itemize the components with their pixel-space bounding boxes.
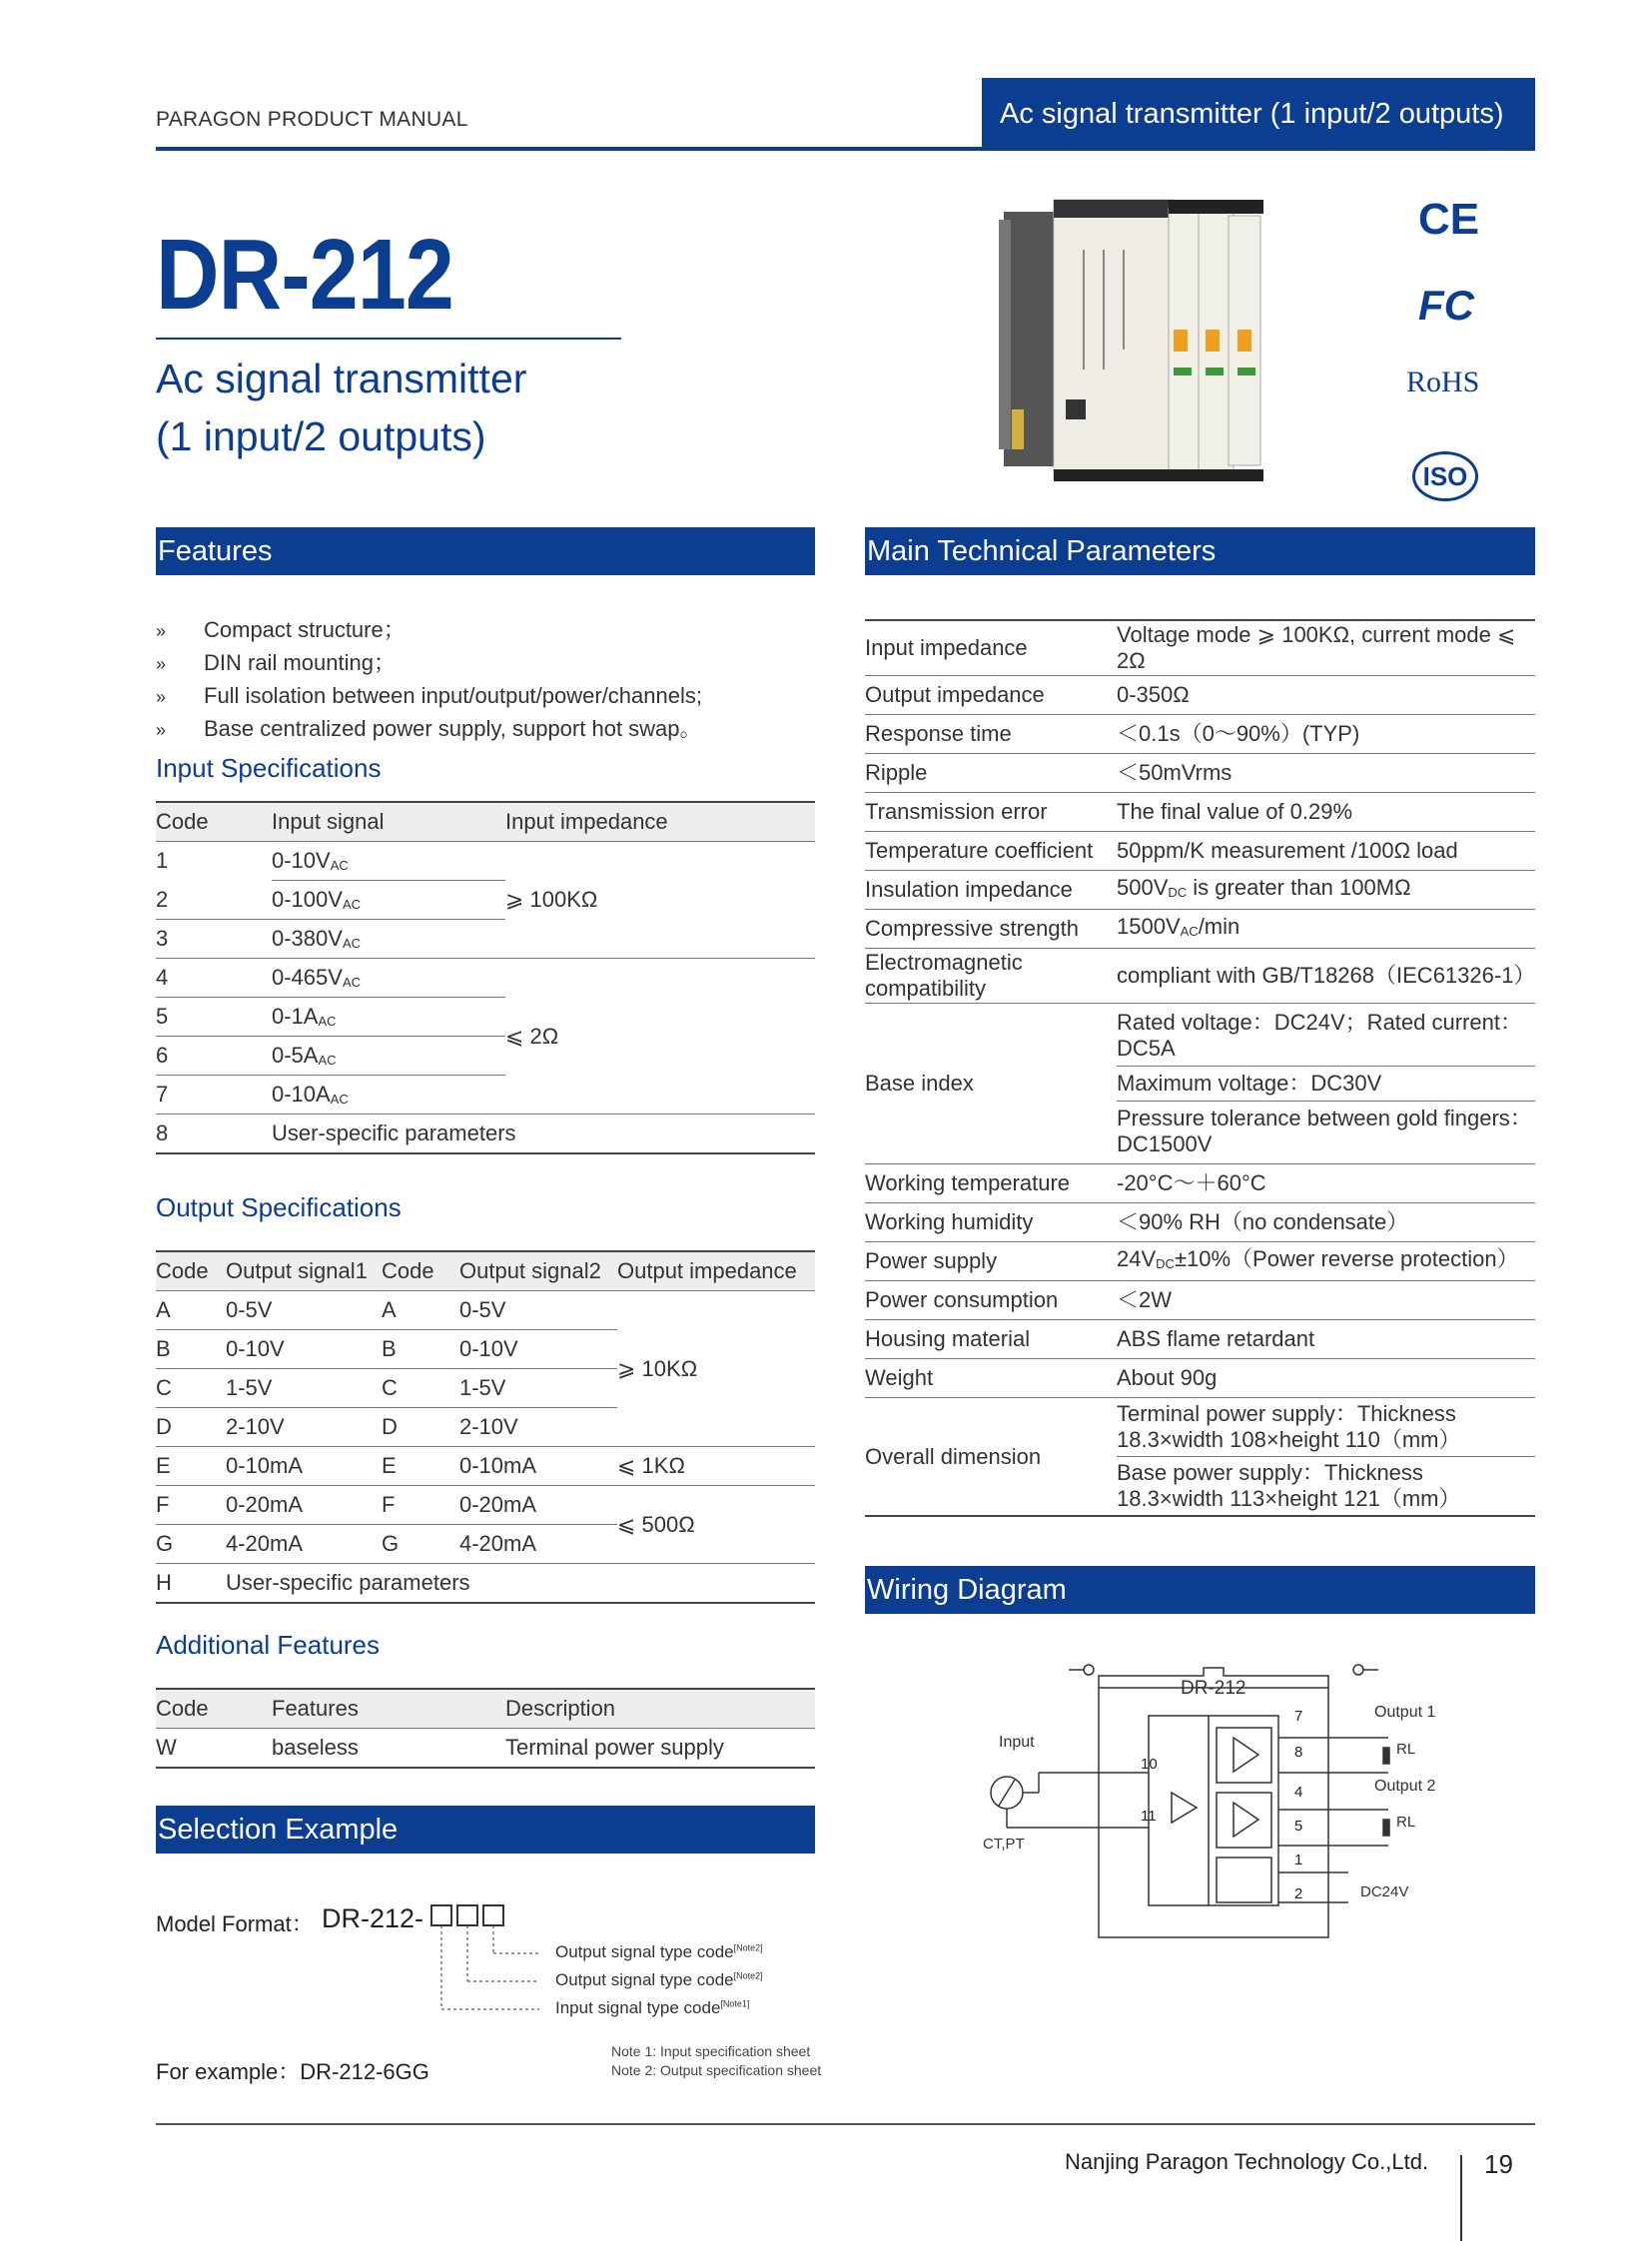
table-row: Working temperature -20°C～＋60°C <box>865 1164 1535 1203</box>
fc-mark: FC <box>1418 282 1474 329</box>
table-row: G 4-20mA G 4-20mA <box>156 1525 815 1564</box>
footer-rule <box>156 2123 1535 2125</box>
table-row: 7 $0-10A_{AC}$ <box>156 1076 815 1115</box>
product-model: DR-212 <box>156 219 453 331</box>
table-row: 3 $0-380V_{AC}$ <box>156 920 815 959</box>
manual-title: PARAGON PRODUCT MANUAL <box>156 108 468 131</box>
table-row: A 0-5V A 0-5V ⩾ 10KΩ <box>156 1291 815 1330</box>
product-image <box>994 190 1263 489</box>
pin-1: 1 <box>1294 1852 1303 1868</box>
table-header-row: Code Features Description <box>156 1689 815 1729</box>
wiring-input: Input <box>999 1734 1035 1751</box>
table-row: Weight About 90g <box>865 1359 1535 1398</box>
pin-7: 7 <box>1294 1708 1303 1725</box>
product-subtitle <box>156 350 526 465</box>
table-row: C 1-5V C 1-5V <box>156 1369 815 1408</box>
feature-item: » Base centralized power supply, support hot swap。 <box>156 716 702 741</box>
table-row: H User-specific parameters <box>156 1564 815 1604</box>
table-row: W baseless Terminal power supply <box>156 1729 815 1769</box>
table-row: Response time ＜0.1s（0～90%）(TYP) <box>865 715 1535 754</box>
table-row: Ripple ＜50mVrms <box>865 754 1535 793</box>
table-row: Overall dimension Terminal power supply：Thickness 18.3×width 108×height 110（mm） Base power supply：Thickness 18.3×width 113×height 121（mm） <box>865 1398 1535 1517</box>
params-bar: Main Technical Parameters <box>865 527 1535 575</box>
model-format-model: DR-212- <box>322 1903 424 1933</box>
table-row: 2 $0-100V_{AC}$ <box>156 881 815 920</box>
wiring-model: DR-212 <box>1181 1678 1246 1699</box>
subtitle-line2: (1 input/2 outputs) <box>156 413 486 459</box>
selection-bar: Selection Example <box>156 1806 815 1854</box>
additional-table <box>156 1688 815 1769</box>
table-row: 6 $0-5A_{AC}$ <box>156 1037 815 1076</box>
pin-10: 10 <box>1141 1756 1158 1773</box>
footer-company: Nanjing Paragon Technology Co.,Ltd. <box>1065 2149 1429 2174</box>
wiring-ctpt: CT,PT <box>983 1836 1025 1853</box>
wiring-rl-1: RL <box>1396 1741 1416 1758</box>
table-row: 1 $0-10V_{AC}$ ⩾ 100KΩ <box>156 842 815 881</box>
pin-4: 4 <box>1294 1784 1303 1801</box>
model-format-label: Model Format： <box>156 1911 314 1936</box>
table-row: Temperature coefficient 50ppm/K measurement /100Ω load <box>865 832 1535 871</box>
table-row: 4 $0-465V_{AC}$ ⩽ 2Ω <box>156 959 815 998</box>
wiring-rl-2: RL <box>1396 1814 1416 1831</box>
selection-line-1: Output signal type code[Note2] <box>555 1942 763 1961</box>
table-row: F 0-20mA F 0-20mA ⩽ 500Ω <box>156 1486 815 1525</box>
header-tab: Ac signal transmitter (1 input/2 outputs) <box>982 78 1535 150</box>
table-row: Housing material ABS flame retardant <box>865 1320 1535 1359</box>
pin-5: 5 <box>1294 1818 1303 1835</box>
table-header-row: Code Output signal1 Code Output signal2 Output impedance <box>156 1251 815 1291</box>
table-row: Output impedance 0-350Ω <box>865 676 1535 715</box>
table-row: E 0-10mA E 0-10mA ⩽ 1KΩ <box>156 1447 815 1486</box>
table-row: B 0-10V B 0-10V <box>156 1330 815 1369</box>
feature-item: » Compact structure； <box>156 617 406 642</box>
selection-line-3: Input signal type code[Note1] <box>555 1998 750 2017</box>
table-row: 8 User-specific parameters <box>156 1115 815 1154</box>
selection-line-2: Output signal type code[Note2] <box>555 1970 763 1989</box>
features-bar: Features <box>156 527 815 575</box>
additional-title: Additional Features <box>156 1630 381 1660</box>
note-2: Note 2: Output specification sheet <box>611 2062 822 2078</box>
table-row: Insulation impedance $500V_{DC}$ is greater than 100MΩ <box>865 871 1535 910</box>
model-underline <box>156 338 621 340</box>
table-row: 5 $0-1A_{AC}$ <box>156 998 815 1037</box>
features-list <box>156 614 702 746</box>
table-row: Compressive strength $1500V_{AC}/\min$ <box>865 910 1535 949</box>
output-spec-table <box>156 1250 815 1604</box>
table-row: Power supply $24V_{DC}\pm 10\%(Power$ reverse protection） <box>865 1242 1535 1281</box>
table-row: Working humidity ＜90% RH（no condensate） <box>865 1203 1535 1242</box>
params-table <box>865 619 1535 1517</box>
note-1: Note 1: Input specification sheet <box>611 2043 811 2059</box>
wiring-dc24v: DC24V <box>1360 1883 1409 1900</box>
wiring-output2: Output 2 <box>1374 1778 1436 1795</box>
iso-mark: ISO <box>1412 451 1478 501</box>
page-number: 19 <box>1484 2149 1513 2179</box>
selection-example: For example：DR-212-6GG <box>156 2059 429 2084</box>
table-row: Power consumption ＜2W <box>865 1281 1535 1320</box>
rohs-mark: RoHS <box>1406 366 1480 398</box>
pin-2: 2 <box>1294 1885 1303 1902</box>
wiring-output1: Output 1 <box>1374 1704 1436 1721</box>
table-row: D 2-10V D 2-10V <box>156 1408 815 1447</box>
input-spec-table <box>156 801 815 1154</box>
table-row: Base index Rated voltage：DC24V；Rated current：DC5A Maximum voltage：DC30V Pressure tolerance between gold fingers：DC1500V <box>865 1004 1535 1164</box>
wiring-bar: Wiring Diagram <box>865 1566 1535 1614</box>
table-row: Input impedance Voltage mode ⩾ 100KΩ, current mode ⩽ 2Ω <box>865 620 1535 676</box>
page-separator <box>1460 2155 1462 2241</box>
pin-11: 11 <box>1141 1808 1157 1825</box>
feature-item: » Full isolation between input/output/power/channels; <box>156 683 702 708</box>
feature-item: » DIN rail mounting； <box>156 650 396 675</box>
table-row: Electromagnetic compatibility compliant with GB/T18268（IEC61326-1） <box>865 949 1535 1004</box>
output-spec-title: Output Specifications <box>156 1192 402 1222</box>
ce-mark: CE <box>1418 195 1480 244</box>
table-row: Transmission error The final value of 0.29% <box>865 793 1535 832</box>
subtitle-line1: Ac signal transmitter <box>156 356 527 401</box>
input-spec-title: Input Specifications <box>156 753 382 783</box>
table-header-row: Code Input signal Input impedance <box>156 802 815 842</box>
pin-8: 8 <box>1294 1744 1303 1761</box>
